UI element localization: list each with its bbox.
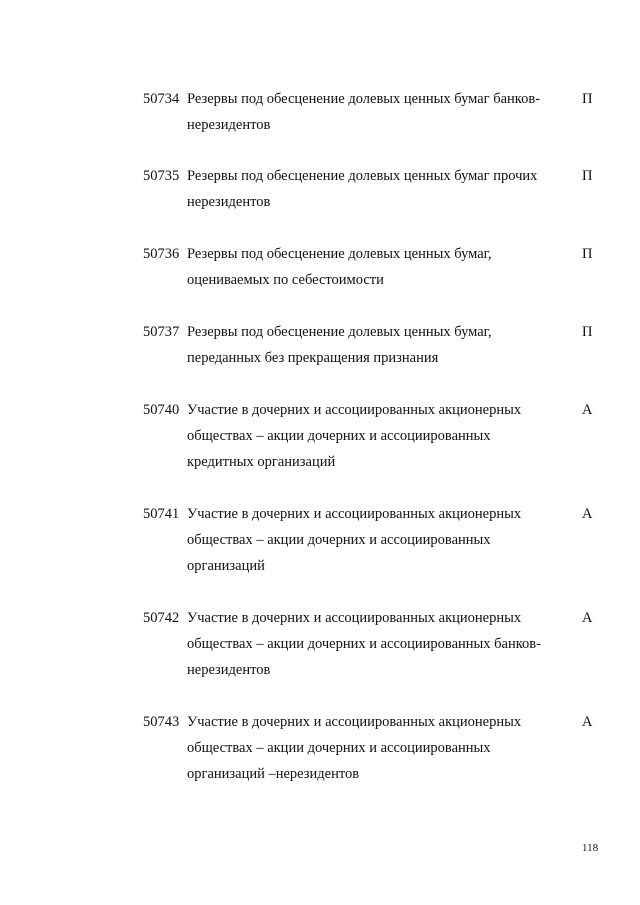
description-line: Резервы под обесценение долевых ценных бумаг банков-: [187, 91, 541, 107]
account-description: [187, 86, 557, 138]
account-code: 50736: [143, 246, 180, 262]
description-line: Резервы под обесценение долевых ценных бумаг,: [187, 324, 492, 340]
account-description: [187, 319, 557, 371]
account-entry-50742: [143, 605, 603, 683]
description-line: обществах – акции дочерних и ассоциированных: [187, 532, 491, 548]
account-code: 50742: [143, 610, 180, 626]
description-line: Резервы под обесценение долевых ценных бумаг прочих: [187, 168, 538, 184]
account-description: [187, 501, 557, 579]
account-entry-50737: [143, 319, 603, 371]
description-line: организаций: [187, 558, 265, 574]
account-code: 50734: [143, 91, 180, 107]
description-line: нерезидентов: [187, 117, 271, 133]
description-line: обществах – акции дочерних и ассоциированных: [187, 428, 491, 444]
account-code: 50743: [143, 714, 180, 730]
description-line: организаций –нерезидентов: [187, 766, 360, 782]
description-line: переданных без прекращения признания: [187, 350, 439, 366]
account-code: 50735: [143, 168, 180, 184]
account-type: А: [582, 714, 593, 730]
description-line: нерезидентов: [187, 662, 271, 678]
account-type: П: [582, 246, 593, 262]
description-line: нерезидентов: [187, 194, 271, 210]
description-line: Участие в дочерних и ассоциированных акционерных: [187, 610, 522, 626]
description-line: обществах – акции дочерних и ассоциированных банков-: [187, 636, 541, 652]
account-code: 50740: [143, 402, 180, 418]
account-entry-50743: [143, 709, 603, 787]
account-description: [187, 163, 557, 215]
account-description: [187, 709, 557, 787]
account-type: П: [582, 324, 593, 340]
account-description: [187, 605, 557, 683]
description-line: кредитных организаций: [187, 454, 336, 470]
description-line: Резервы под обесценение долевых ценных бумаг,: [187, 246, 492, 262]
account-entry-50734: [143, 86, 603, 138]
account-type: П: [582, 168, 593, 184]
description-line: оцениваемых по себестоимости: [187, 272, 384, 288]
account-entry-50735: [143, 163, 603, 215]
account-type: П: [582, 91, 593, 107]
account-code: 50741: [143, 506, 180, 522]
account-entry-50736: [143, 241, 603, 293]
account-code: 50737: [143, 324, 180, 340]
account-entry-50740: [143, 397, 603, 475]
account-type: А: [582, 506, 593, 522]
account-type: А: [582, 610, 593, 626]
account-type: А: [582, 402, 593, 418]
description-line: обществах – акции дочерних и ассоциированных: [187, 740, 491, 756]
description-line: Участие в дочерних и ассоциированных акционерных: [187, 402, 522, 418]
page-number: 118: [582, 842, 599, 854]
account-description: [187, 241, 557, 293]
description-line: Участие в дочерних и ассоциированных акционерных: [187, 714, 522, 730]
account-entry-50741: [143, 501, 603, 579]
description-line: Участие в дочерних и ассоциированных акционерных: [187, 506, 522, 522]
account-description: [187, 397, 557, 475]
